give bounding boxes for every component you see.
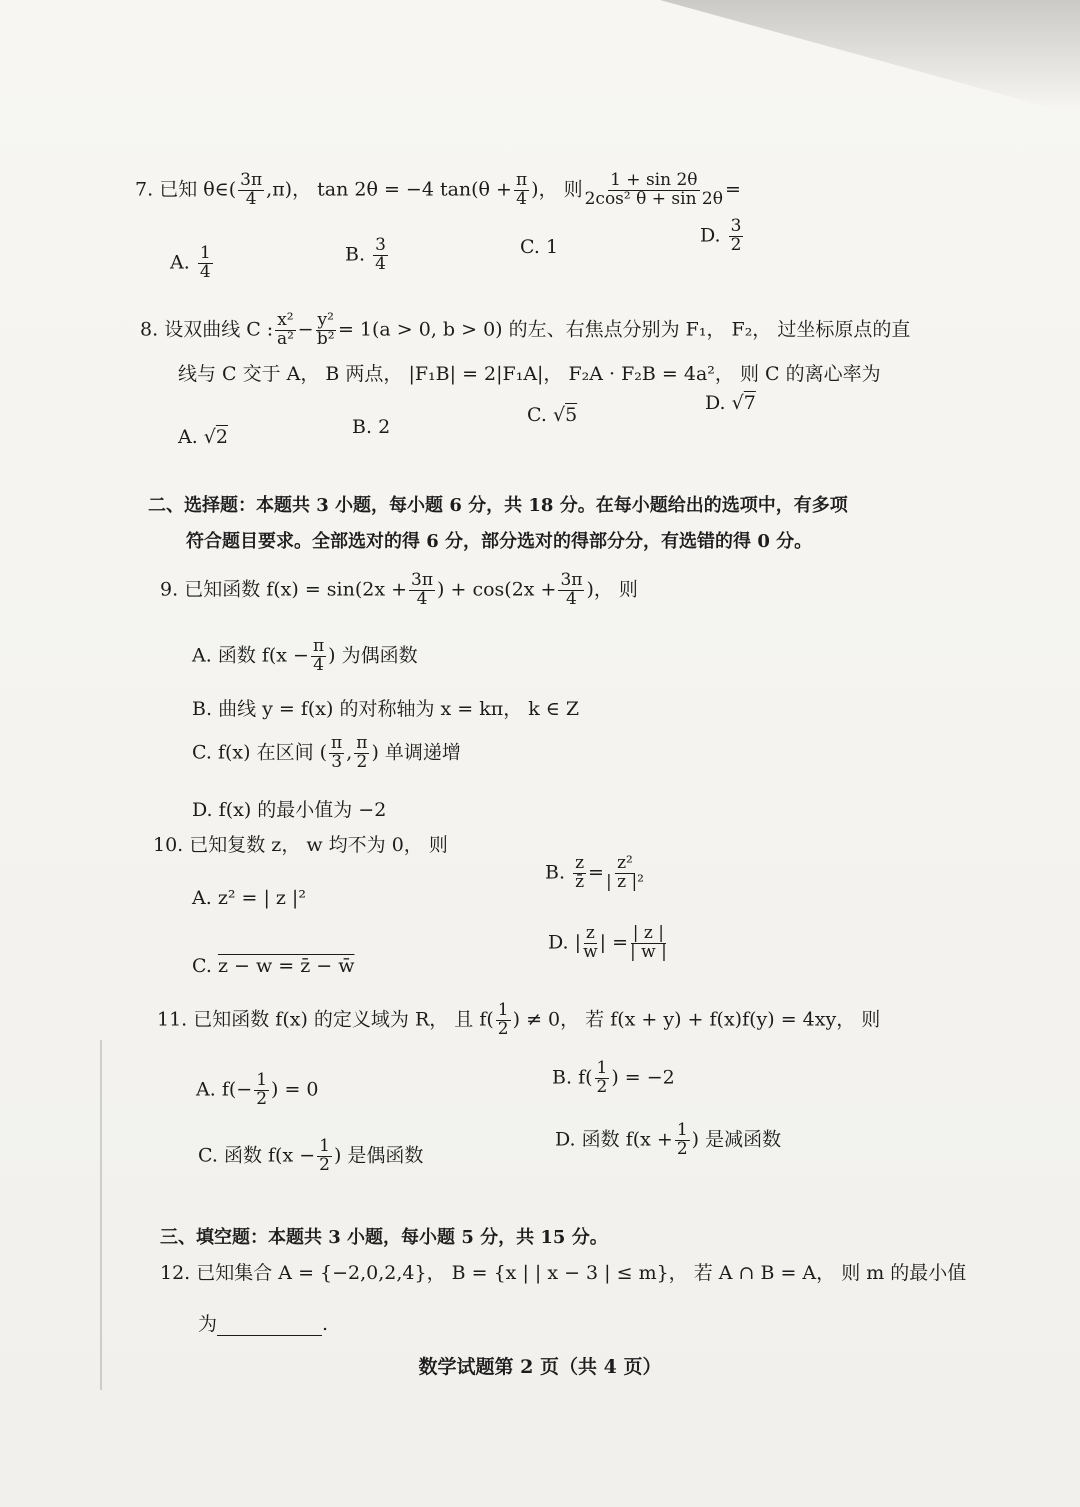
option-label: D.	[555, 1128, 576, 1151]
q11-option-d	[555, 1122, 781, 1159]
question-11-stem	[157, 1002, 880, 1039]
question-number: 9.	[160, 578, 179, 601]
option-text-b: ) 是偶函数	[333, 1144, 424, 1167]
q8-option-b	[352, 416, 390, 438]
option-label: B.	[545, 861, 566, 884]
denominator: 4	[245, 188, 257, 209]
option-label: B.	[192, 698, 213, 720]
q11-text-a: 已知函数 f(x) 的定义域为 R， 且 f(	[193, 1008, 494, 1031]
q7-equals: =	[724, 178, 741, 201]
q8-option-a: A. √2	[178, 426, 229, 448]
numerator: π	[515, 170, 528, 190]
denominator: w	[583, 941, 598, 962]
denominator: 2	[319, 1154, 330, 1175]
q7-fraction-3pi-4	[238, 172, 264, 209]
option-fraction-2	[354, 735, 369, 772]
q9-text-a: 已知函数 f(x) = sin(2x +	[184, 578, 408, 601]
option-label: C.	[192, 955, 212, 977]
numerator: 3	[375, 235, 386, 255]
option-fraction	[373, 237, 388, 274]
numerator: z	[585, 923, 595, 943]
option-text: 曲线 y = f(x) 的对称轴为 x = kπ， k ∈ Z	[218, 698, 580, 720]
q9-option-b	[192, 694, 579, 721]
option-text-b: ) = 0	[271, 1078, 319, 1101]
q10-option-c	[192, 955, 355, 977]
denominator: 2	[497, 1018, 509, 1039]
denominator: 4	[566, 588, 577, 609]
numerator: y²	[317, 310, 334, 330]
numerator: π	[312, 636, 325, 656]
option-text-b: ) 为偶函数	[328, 644, 418, 667]
period: .	[322, 1313, 329, 1335]
question-number: 7.	[135, 178, 154, 201]
option-label: D.	[548, 931, 569, 954]
comma: ,	[346, 741, 353, 764]
denominator: 4	[516, 188, 527, 209]
option-label: C.	[192, 741, 212, 764]
q7-option-d	[700, 218, 745, 255]
q7-option-c	[520, 236, 558, 258]
denominator: b²	[316, 328, 335, 349]
denominator: 2cos² θ + sin 2θ	[584, 188, 723, 209]
section-3-heading: 三、填空题：本题共 3 小题，每小题 5 分，共 15 分。	[160, 1227, 608, 1248]
option-text-a: f(x) 在区间 (	[217, 741, 328, 764]
question-number: 11.	[157, 1008, 188, 1031]
numerator: 3π	[560, 570, 583, 590]
option-label: C.	[520, 236, 540, 258]
option-fraction-1	[583, 925, 598, 962]
question-text: 已知集合 A = {−2,0,2,4}， B = {x | | x − 3 | ≤ m}， 若 A ∩ B = A， 则 m 的最小值	[196, 1262, 967, 1284]
numerator: 1 + sin 2θ	[610, 170, 698, 190]
question-text: 为	[198, 1313, 218, 1335]
question-text: 已知复数 z， w 均不为 0， 则	[189, 834, 448, 856]
denominator: a²	[276, 328, 294, 349]
abs-bar: |	[574, 931, 582, 954]
option-fraction	[311, 638, 326, 675]
option-text-a: 函数 f(x −	[217, 644, 309, 667]
option-fraction-1	[329, 735, 344, 772]
denominator: 4	[199, 261, 211, 282]
q9-text-b: ) + cos(2x +	[437, 578, 557, 601]
option-fraction-2	[630, 925, 667, 962]
option-text: z² = | z |²	[217, 887, 306, 909]
option-text-a: f(	[578, 1066, 593, 1089]
option-text-a: f(−	[221, 1078, 253, 1101]
q9-option-d	[192, 795, 386, 822]
q11-fraction-half	[496, 1002, 511, 1039]
page-corner-shadow	[660, 0, 1080, 110]
denominator: 4	[416, 588, 428, 609]
q7-text-a: 已知 θ∈(	[159, 178, 237, 201]
q7-option-b	[345, 237, 390, 274]
q7-text-c: )， 则	[531, 178, 583, 201]
q8-text-a: 设双曲线 C :	[164, 318, 274, 341]
option-label: B.	[352, 416, 373, 438]
q7-main-fraction	[585, 172, 723, 209]
q8-option-c: C. √5	[527, 404, 578, 426]
q8-text-b: = 1(a > 0, b > 0) 的左、右焦点分别为 F₁， F₂， 过坐标原点的直	[337, 318, 911, 341]
numerator: | z |	[632, 923, 665, 943]
numerator: 3π	[240, 170, 263, 190]
q11-option-a	[196, 1072, 319, 1109]
denominator: 2	[730, 234, 742, 255]
option-text-a: 函数 f(x −	[223, 1144, 316, 1167]
option-label: A.	[178, 426, 198, 448]
page-edge-shadow	[100, 1040, 102, 1390]
numerator: 1	[497, 1000, 509, 1020]
option-text-b: ) 是减函数	[691, 1128, 782, 1151]
option-fraction	[254, 1072, 269, 1109]
option-label: A.	[192, 644, 212, 667]
denominator: 2	[356, 751, 368, 772]
denominator: 2	[596, 1076, 608, 1097]
q10-option-a	[192, 887, 306, 909]
denominator: 2	[676, 1138, 688, 1159]
denominator: 2	[256, 1088, 268, 1109]
section-2-instructions: 符合题目要求。全部选对的得 6 分，部分选对的得部分分，有选错的得 0 分。	[186, 531, 813, 552]
section-2-heading: 二、选择题：本题共 3 小题，每小题 6 分，共 18 分。在每小题给出的选项中，有多项	[148, 495, 848, 516]
q8-fraction-y	[316, 312, 336, 349]
denominator: z̄	[575, 871, 585, 892]
question-12-stem	[160, 1262, 966, 1285]
option-value: 1	[545, 236, 559, 258]
option-fraction-1	[573, 855, 586, 892]
denominator: 3	[331, 751, 343, 772]
q11-option-c	[198, 1138, 423, 1175]
option-label: C.	[198, 1144, 218, 1167]
question-number: 8.	[140, 318, 159, 341]
denominator: | w |	[630, 941, 667, 962]
numerator: 3π	[411, 570, 434, 590]
option-text: z − w = z̄ − w̄	[217, 955, 355, 977]
numerator: π	[331, 733, 343, 753]
denominator: | z |²	[605, 871, 644, 892]
question-12-line-2	[198, 1313, 328, 1336]
q10-option-d	[548, 925, 669, 962]
option-fraction-2	[606, 855, 644, 892]
q7-fraction-pi-4	[514, 172, 529, 209]
numerator: z²	[617, 853, 633, 873]
option-value: 5	[565, 404, 578, 426]
option-label: D.	[700, 224, 721, 247]
equals: =	[588, 861, 604, 884]
q9-option-a	[192, 638, 418, 675]
q9-option-c	[192, 735, 461, 772]
q11-option-b	[552, 1060, 675, 1097]
numerator: 1	[596, 1058, 608, 1078]
option-label: B.	[552, 1066, 573, 1089]
question-10-stem	[153, 834, 448, 857]
q7-option-a	[170, 245, 215, 282]
question-9-stem	[160, 572, 638, 609]
option-label: A.	[196, 1078, 216, 1101]
question-8-line-2: 线与 C 交于 A， B 两点， |F₁B| = 2|F₁A|， F₂A · F₂B = 4a²， 则 C 的离心率为	[178, 363, 881, 385]
q8-option-d: D. √7	[705, 392, 756, 414]
abs-equals: | =	[599, 931, 628, 954]
numerator: 3	[730, 216, 742, 236]
option-value: 7	[743, 392, 756, 414]
denominator: 4	[313, 654, 324, 675]
option-fraction	[595, 1060, 610, 1097]
option-label: C.	[527, 404, 547, 426]
question-number: 12.	[160, 1262, 191, 1284]
numerator: z	[575, 853, 585, 873]
question-7-stem	[135, 172, 741, 209]
numerator: 1	[256, 1070, 268, 1090]
q9-fraction-2	[558, 572, 584, 609]
q7-text-b: ,π)， tan 2θ = −4 tan(θ +	[266, 178, 512, 201]
option-text-b: ) 单调递增	[371, 741, 461, 764]
option-text-a: 函数 f(x +	[581, 1128, 673, 1151]
numerator: 1	[676, 1120, 688, 1140]
option-label: D.	[705, 392, 726, 414]
option-label: A.	[170, 251, 190, 274]
question-number: 10.	[153, 834, 184, 856]
denominator: 4	[375, 253, 386, 274]
page-footer: 数学试题第 2 页（共 4 页）	[418, 1356, 662, 1378]
q8-fraction-x	[275, 312, 295, 349]
option-text-b: ) = −2	[611, 1066, 675, 1089]
option-value: 2	[378, 416, 391, 438]
numerator: π	[356, 733, 368, 753]
option-value: 2	[215, 426, 229, 448]
option-fraction	[198, 245, 213, 282]
option-text: f(x) 的最小值为 −2	[218, 799, 387, 821]
option-fraction	[729, 218, 744, 255]
numerator: 1	[199, 243, 211, 263]
answer-blank[interactable]	[217, 1335, 322, 1336]
q9-fraction-1	[409, 572, 435, 609]
numerator: 1	[319, 1136, 330, 1156]
option-fraction	[317, 1138, 332, 1175]
q10-option-b	[545, 855, 646, 892]
option-label: A.	[192, 887, 212, 909]
question-8-stem	[140, 312, 910, 349]
option-label: D.	[192, 799, 213, 821]
q9-text-c: )， 则	[586, 578, 638, 601]
option-fraction	[675, 1122, 690, 1159]
numerator: x²	[277, 310, 294, 330]
q11-text-b: ) ≠ 0， 若 f(x + y) + f(x)f(y) = 4xy， 则	[512, 1008, 881, 1031]
q8-minus: −	[297, 318, 314, 341]
option-label: B.	[345, 243, 366, 266]
